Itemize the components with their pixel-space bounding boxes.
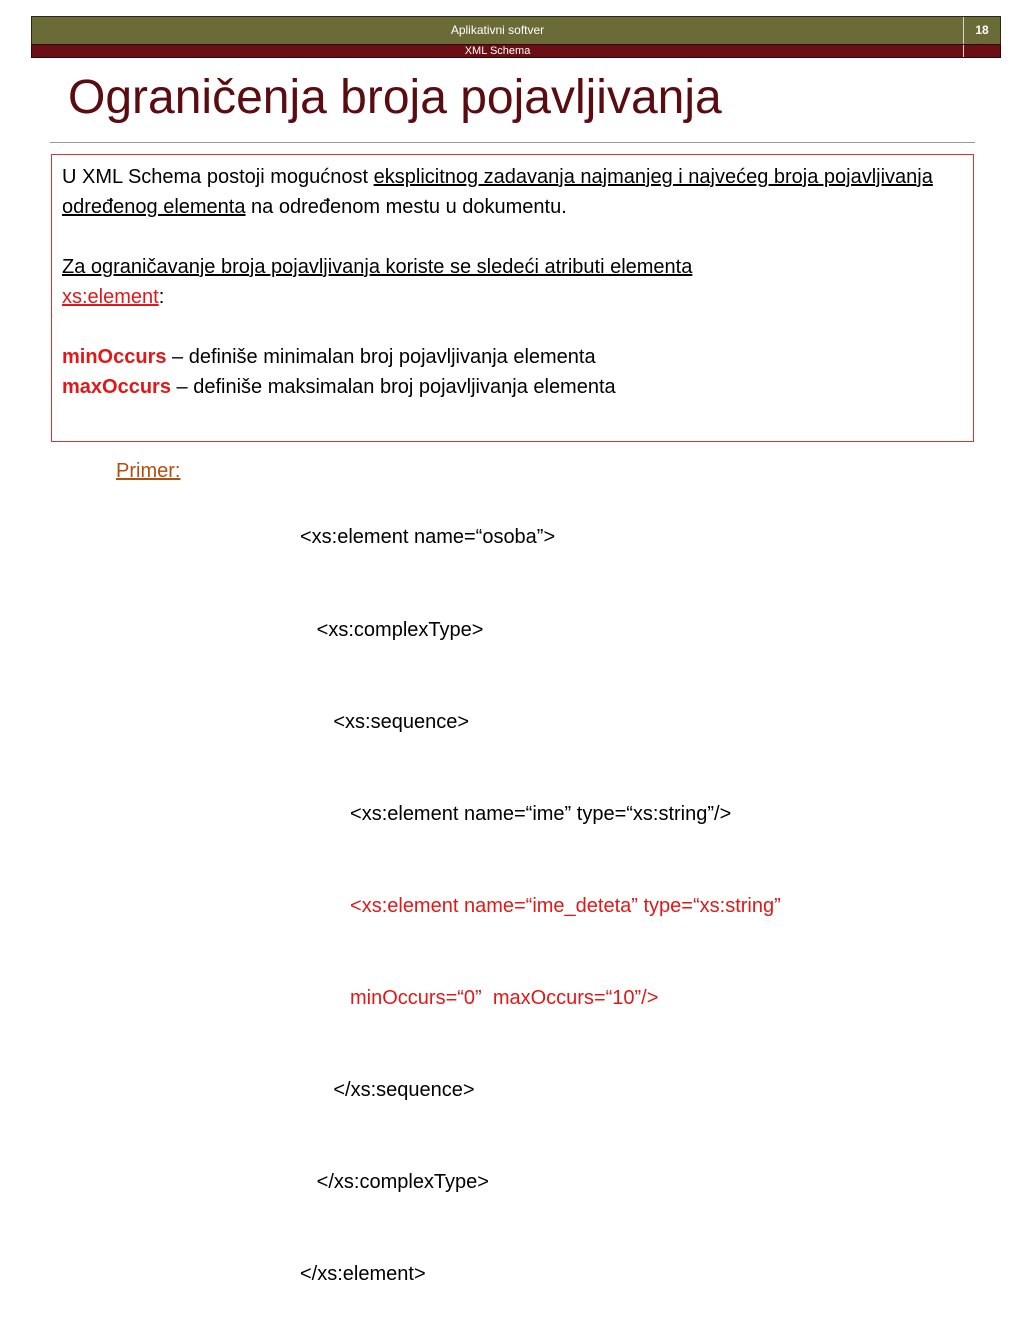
intro-text-start: U XML Schema postoji mogućnost: [62, 166, 374, 188]
min-occurs-line: [62, 342, 962, 372]
min-occurs-term: minOccurs: [62, 346, 167, 368]
xs-element-link[interactable]: xs:element: [62, 286, 159, 308]
max-occurs-term: maxOccurs: [62, 376, 171, 398]
code-example: [300, 461, 781, 1321]
code-line: </xs:sequence>: [300, 1078, 475, 1101]
code-line: </xs:element>: [300, 1263, 426, 1286]
section-title: XML Schema: [32, 45, 964, 57]
code-line: <xs:element name=“osoba”>: [300, 526, 556, 549]
attributes-intro: Za ograničavanje broja pojavljivanja koriste se sledeći atributi elementa: [62, 256, 693, 278]
attributes-paragraph: [62, 252, 962, 312]
intro-underlined-text: eksplicitnog zadavanja najmanjeg i najvećeg broja pojavljivanja određenog elementa: [62, 166, 933, 218]
paragraph-gap: [62, 312, 962, 342]
attributes-colon: :: [158, 286, 165, 308]
code-line-highlighted: minOccurs=“0” maxOccurs=“10”/>: [300, 986, 659, 1009]
code-line: <xs:complexType>: [300, 618, 484, 641]
course-title: Aplikativni softver: [32, 17, 964, 44]
definition-text: [62, 162, 962, 402]
section-right-cell: [964, 45, 1000, 57]
title-divider: [50, 142, 975, 143]
code-line: <xs:element name=“ime” type=“xs:string”/>: [300, 802, 732, 825]
page-number: 18: [975, 23, 989, 37]
example-link[interactable]: Primer:: [116, 460, 181, 482]
paragraph-gap: [62, 222, 962, 252]
definition-box: [51, 154, 974, 442]
max-occurs-line: [62, 372, 962, 402]
code-line: <xs:sequence>: [300, 710, 469, 733]
max-occurs-desc: – definiše maksimalan broj pojavljivanja elementa: [170, 376, 616, 398]
header-section-bar: [31, 44, 1001, 58]
min-occurs-desc: – definiše minimalan broj pojavljivanja elementa: [166, 346, 596, 368]
code-line-highlighted: <xs:element name=“ime_deteta” type=“xs:string”: [300, 894, 781, 917]
code-line: </xs:complexType>: [300, 1171, 489, 1194]
intro-text-end: na određenom mestu u dokumentu.: [245, 196, 567, 218]
slide-title: Ograničenja broja pojavljivanja: [68, 71, 722, 124]
intro-paragraph: [62, 162, 962, 222]
header-course-bar: [31, 16, 1001, 45]
